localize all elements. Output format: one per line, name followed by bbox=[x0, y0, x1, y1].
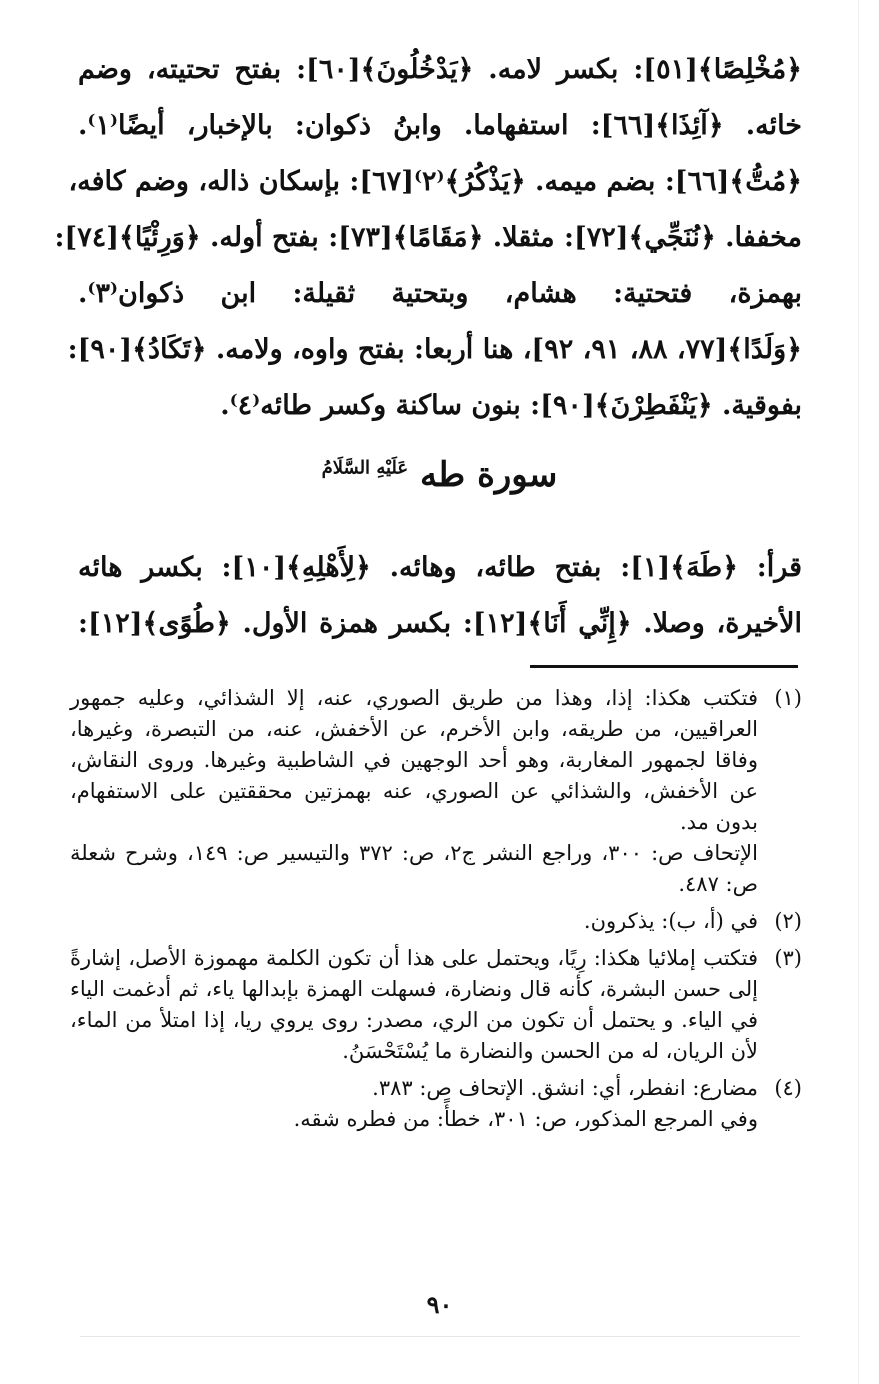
surah-honorific: عَلَيْهِ السَّلَامُ bbox=[321, 457, 409, 479]
main-line: خائه. ﴿آئِذَا﴾[٦٦]: استفهاما. وابنُ ذكوان: بالإخبار، أيضًا⁽١⁾. bbox=[78, 110, 802, 141]
footnote-number: (٣) bbox=[774, 946, 802, 970]
main-line: مخففا. ﴿نُنَجِّي﴾[٧٢]: مثقلا. ﴿مَقَامًا﴾[٧٣]: بفتح أوله. ﴿وَرِئْيًا﴾[٧٤]: bbox=[54, 222, 802, 253]
footnote-text: وفي المرجع المذكور، ص: ٣٠١، خطأً: من فطره شقه. bbox=[293, 1107, 758, 1131]
page-number: ٩٠ bbox=[426, 1290, 453, 1319]
footnote-number: (٤) bbox=[774, 1076, 802, 1100]
surah-intro-text bbox=[78, 540, 802, 652]
footnote bbox=[70, 943, 802, 1067]
bottom-margin-line bbox=[80, 1336, 800, 1337]
main-line: ﴿مُتُّ﴾[٦٦]: بضم ميمه. ﴿يَذْكُرُ﴾⁽٢⁾[٦٧]: بإسكان ذاله، وضم كافه، bbox=[68, 166, 802, 197]
main-line: بفوقية. ﴿يَنْفَطِرْنَ﴾[٩٠]: بنون ساكنة وكسر طائه⁽٤⁾. bbox=[220, 390, 802, 421]
footnote bbox=[70, 1073, 802, 1135]
footnote-separator bbox=[530, 665, 798, 668]
footnote bbox=[70, 906, 802, 937]
footnote-text: مضارع: انفطر، أي: انشق. الإتحاف ص: ٣٨٣. bbox=[372, 1076, 758, 1100]
footnotes bbox=[70, 683, 802, 1141]
main-text bbox=[54, 42, 802, 434]
intro-line: قرأ: ﴿طَهَ﴾[١]: بفتح طائه، وهائه. ﴿لِأَهْلِهِ﴾[١٠]: بكسر هائه bbox=[78, 552, 803, 583]
surah-title: سورة طه bbox=[419, 455, 558, 495]
page-edge bbox=[858, 0, 859, 1384]
footnote-text: فتكتب إملائيا هكذا: رِيًا، ويحتمل على هذا أن تكون الكلمة مهموزة الأصل، إشارةً إلى حسن البشرة، كأنه قال ونضارة، فسهلت الهمزة بإبدالها ياء، ثم أدغمت الياء في الياء. و يحتمل أن تكون من الري، مصدر: روى يروي ريا، إذا امتلأ من الماء، لأن الريان، له من الحسن والنضارة ما يُسْتَحْسَنُ. bbox=[70, 946, 758, 1063]
surah-heading bbox=[0, 455, 879, 495]
footnote bbox=[70, 683, 802, 900]
footnote-number: (٢) bbox=[774, 909, 802, 933]
footnote-text: في (أ، ب): يذكرون. bbox=[583, 909, 758, 933]
main-line: ﴿مُخْلِصًا﴾[٥١]: بكسر لامه. ﴿يَدْخُلُونَ﴾[٦٠]: بفتح تحتيته، وضم bbox=[78, 54, 802, 85]
main-line: ﴿وَلَدًا﴾[٧٧، ٨٨، ٩١، ٩٢]، هنا أربعا: بفتح واوه، ولامه. ﴿تَكَادُ﴾[٩٠]: bbox=[67, 334, 802, 365]
intro-line: الأخيرة، وصلا. ﴿إِنِّي أَنَا﴾[١٢]: بكسر همزة الأول. ﴿طُوًى﴾[١٢]: bbox=[78, 608, 802, 639]
main-line: بهمزة، فتحتية: هشام، وبتحتية ثقيلة: ابن ذكوان⁽٣⁾. bbox=[78, 278, 802, 309]
footnote-text: الإتحاف ص: ٣٠٠، وراجع النشر ج٢، ص: ٣٧٢ والتيسير ص: ١٤٩، وشرح شعلة ص: ٤٨٧. bbox=[70, 841, 758, 896]
footnote-number: (١) bbox=[774, 686, 802, 710]
footnote-text: فتكتب هكذا: إذا، وهذا من طريق الصوري، عنه، إلا الشذائي، وعليه جمهور العراقيين، من طريقه، وابن الأخرم، عن الأخفش، عنه، من التبصرة، وغيرها، وفاقا لجمهور المغاربة، وهو أحد الوجهين في الشاطبية وغيرها. وروى النقاش، عن الأخفش، والشذائي عن الصوري، عنه بهمزتين محققتين على الاستفهام، بدون مد. bbox=[70, 686, 758, 834]
